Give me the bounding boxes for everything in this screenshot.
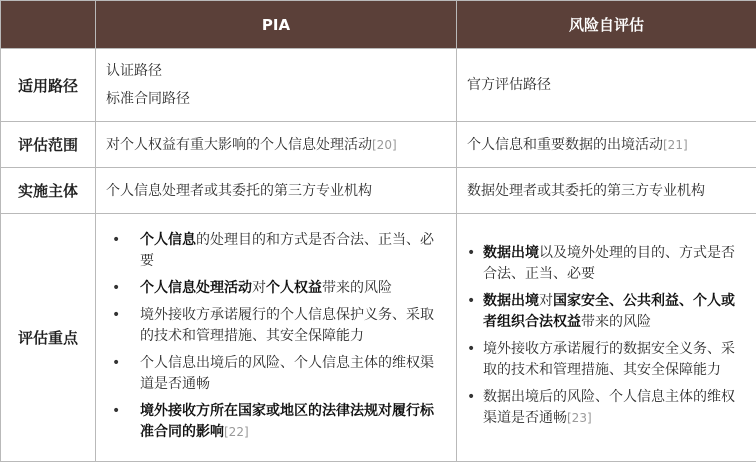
risk-focus-4-text: 数据出境后的风险、个人信息主体的维权渠道是否通畅 xyxy=(483,389,735,426)
bullet-icon: • xyxy=(467,291,475,312)
list-item xyxy=(465,339,746,381)
list-item xyxy=(106,305,434,347)
risk-focus-2-text-b: 带来的风险 xyxy=(581,314,651,330)
risk-focus-cell xyxy=(457,214,756,462)
risk-scope-ref: [21] xyxy=(663,138,688,152)
header-corner xyxy=(1,1,96,49)
risk-focus-4-ref: [23] xyxy=(567,411,592,425)
pia-scope-ref: [20] xyxy=(372,138,397,152)
risk-focus-3-text: 境外接收方承诺履行的数据安全义务、采取的技术和管理措施、其安全保障能力 xyxy=(483,341,735,378)
list-item xyxy=(465,291,746,333)
header-pia: PIA xyxy=(96,1,457,49)
bullet-icon: • xyxy=(112,401,120,422)
risk-focus-2-text-a: 对 xyxy=(539,293,553,309)
list-item xyxy=(465,387,746,429)
bullet-icon: • xyxy=(467,243,475,264)
pia-focus-2-bold-a: 个人信息处理活动 xyxy=(140,280,252,296)
list-item xyxy=(465,243,746,285)
table-header-row xyxy=(1,1,756,49)
row-assessment-scope xyxy=(1,122,756,168)
bullet-icon: • xyxy=(112,278,120,299)
risk-path-cell: 官方评估路径 xyxy=(457,49,756,122)
pia-path-line-1: 认证路径 xyxy=(106,60,448,82)
risk-focus-list xyxy=(465,243,746,429)
header-risk-self-assessment: 风险自评估 xyxy=(457,1,756,49)
pia-focus-4-text: 个人信息出境后的风险、个人信息主体的维权渠道是否通畅 xyxy=(140,355,434,392)
risk-focus-1-bold: 数据出境 xyxy=(483,245,539,261)
risk-scope-cell xyxy=(457,122,756,168)
pia-focus-list xyxy=(106,230,434,443)
bullet-icon: • xyxy=(112,353,120,374)
row-label-scope: 评估范围 xyxy=(1,122,96,168)
pia-path-cell xyxy=(96,49,457,122)
pia-subject-cell: 个人信息处理者或其委托的第三方专业机构 xyxy=(96,168,457,214)
pia-focus-3-text: 境外接收方承诺履行的个人信息保护义务、采取的技术和管理措施、其安全保障能力 xyxy=(140,307,434,344)
risk-focus-2-bold-b: 国家安全、公共利益、个人或者组织合法权益 xyxy=(483,293,735,330)
list-item xyxy=(106,401,434,443)
pia-focus-1-bold: 个人信息 xyxy=(140,232,196,248)
row-label-subject: 实施主体 xyxy=(1,168,96,214)
pia-scope-text: 对个人权益有重大影响的个人信息处理活动 xyxy=(106,137,372,153)
row-label-path: 适用路径 xyxy=(1,49,96,122)
risk-focus-1-text: 以及境外处理的目的、方式是否合法、正当、必要 xyxy=(483,245,735,282)
pia-focus-5-bold: 境外接收方所在国家或地区的法律法规对履行标准合同的影响 xyxy=(140,403,434,440)
pia-focus-2-text-b: 带来的风险 xyxy=(322,280,392,296)
bullet-icon: • xyxy=(467,387,475,408)
pia-scope-cell xyxy=(96,122,457,168)
pia-focus-2-text-a: 对 xyxy=(252,280,266,296)
row-implementing-body xyxy=(1,168,756,214)
row-assessment-focus xyxy=(1,214,756,462)
pia-focus-cell xyxy=(96,214,457,462)
risk-focus-2-bold-a: 数据出境 xyxy=(483,293,539,309)
pia-path-line-2: 标准合同路径 xyxy=(106,88,448,110)
risk-scope-text: 个人信息和重要数据的出境活动 xyxy=(467,137,663,153)
list-item xyxy=(106,278,434,299)
list-item xyxy=(106,230,434,272)
pia-focus-1-text: 的处理目的和方式是否合法、正当、必要 xyxy=(140,232,434,269)
pia-focus-2-bold-b: 个人权益 xyxy=(266,280,322,296)
row-applicable-path xyxy=(1,49,756,122)
bullet-icon: • xyxy=(112,230,120,251)
bullet-icon: • xyxy=(467,339,475,360)
list-item xyxy=(106,353,434,395)
pia-focus-5-ref: [22] xyxy=(224,425,249,439)
row-label-focus: 评估重点 xyxy=(1,214,96,462)
risk-subject-cell: 数据处理者或其委托的第三方专业机构 xyxy=(457,168,756,214)
bullet-icon: • xyxy=(112,305,120,326)
